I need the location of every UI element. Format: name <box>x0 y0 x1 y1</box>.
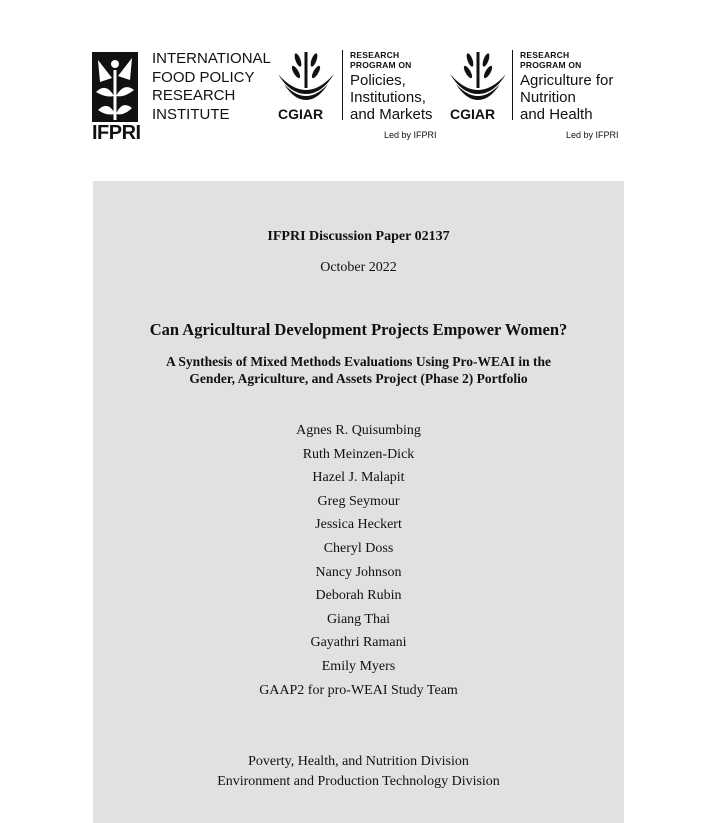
author-name: Nancy Johnson <box>315 564 402 580</box>
author-name: Giang Thai <box>326 611 391 627</box>
author-name: Jessica Heckert <box>315 517 402 533</box>
header-logos <box>0 0 718 170</box>
program-label-line: PROGRAM ON <box>520 60 582 70</box>
program-label <box>350 50 433 70</box>
program-name-line: and Health <box>520 106 593 123</box>
logo-divider <box>342 50 343 120</box>
author-name: Deborah Rubin <box>315 588 402 604</box>
program-name-line: Agriculture for <box>520 72 614 89</box>
division-list <box>93 752 624 792</box>
program-name <box>350 72 433 123</box>
ifpri-name-line: INTERNATIONAL <box>152 50 271 67</box>
series-number: IFPRI Discussion Paper 02137 <box>267 229 450 244</box>
paper-title: Can Agricultural Development Projects Empower Women? <box>149 320 568 339</box>
program-name-line: Policies, <box>350 72 406 89</box>
program-name-line: Nutrition <box>520 89 576 106</box>
ifpri-emblem-icon <box>92 52 138 122</box>
cgiar-label: CGIAR <box>278 106 324 122</box>
author-list <box>93 419 624 702</box>
author-name: Agnes R. Quisumbing <box>296 423 421 438</box>
ifpri-name-line: INSTITUTE <box>152 105 230 123</box>
ifpri-abbreviation: IFPRI <box>92 122 141 144</box>
cgiar-wheat-icon <box>276 50 336 104</box>
author-name: Greg Seymour <box>317 493 400 509</box>
subtitle-line: Gender, Agriculture, and Assets Project (Phase 2) Portfolio <box>189 371 528 386</box>
program-name-line: Institutions, <box>350 89 426 106</box>
led-by-label: Led by IFPRI <box>384 130 437 140</box>
ifpri-full-name <box>152 50 271 124</box>
program-name <box>520 72 613 123</box>
ifpri-name-line: RESEARCH <box>152 87 236 104</box>
program-label-line: PROGRAM ON <box>350 60 412 70</box>
program-name-line: and Markets <box>350 106 433 123</box>
program-label-line: RESEARCH <box>520 50 570 60</box>
program-a4nh <box>520 50 613 123</box>
program-label-line: RESEARCH <box>350 50 400 60</box>
paper-subtitle <box>93 353 624 387</box>
author-name: Cheryl Doss <box>323 540 394 556</box>
author-name: Hazel J. Malapit <box>312 470 405 486</box>
division-name: Environment and Production Technology Division <box>217 774 500 789</box>
cover-panel <box>93 181 624 823</box>
program-label <box>520 50 613 70</box>
author-name: Gayathri Ramani <box>310 635 407 651</box>
cgiar-label: CGIAR <box>450 106 496 122</box>
led-by-label: Led by IFPRI <box>566 130 619 140</box>
cgiar-wheat-icon <box>448 50 508 104</box>
logo-divider <box>512 50 513 120</box>
author-name: Ruth Meinzen-Dick <box>302 446 415 462</box>
publication-date: October 2022 <box>320 260 397 275</box>
author-name: Emily Myers <box>321 658 396 674</box>
division-name: Poverty, Health, and Nutrition Division <box>248 754 469 769</box>
ifpri-logo <box>92 52 148 144</box>
ifpri-name-line: FOOD POLICY <box>152 68 255 86</box>
subtitle-line: A Synthesis of Mixed Methods Evaluations Using Pro-WEAI in the <box>166 354 551 369</box>
author-name: GAAP2 for pro-WEAI Study Team <box>259 682 458 698</box>
program-pim <box>350 50 433 123</box>
